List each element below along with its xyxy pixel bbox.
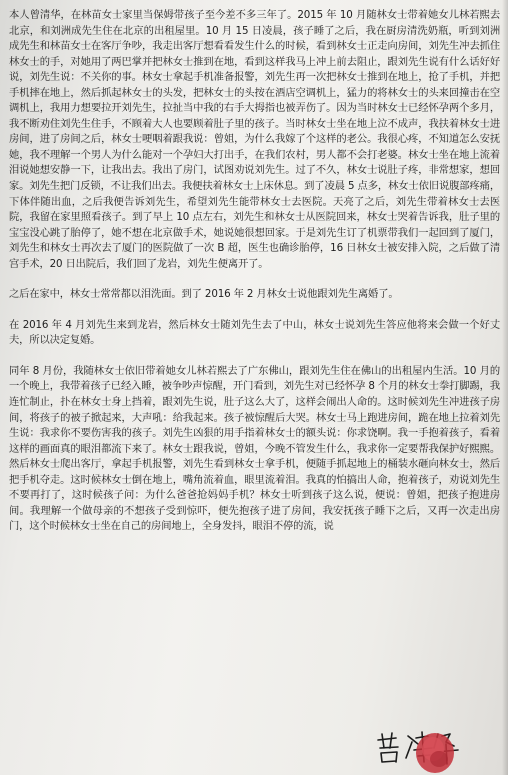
red-stamp <box>412 727 458 775</box>
paragraph-1: 本人曾清华，在林苗女士家里当保姆带孩子至今差不多三年了。2015 年 10 月随林女士带着她女儿林若熙去北京，和刘洲成先生住在北京的出租屋里。10 月 15 日凌晨，孩子睡了之后，我在厨房清洗奶瓶，听到刘洲成先生和林苗女士在客厅争吵，我走出客厅想看看发生什么的时候，看到林女士正走向房间，刘先生冲去抓住林女士的手，对她用了两巴掌并把林女士推到在地，看到这样我马上冲上前去阻止，跟刘先生说有什么话好好说，刘先生说：不关你的事。林女士拿起手机准备报警，刘先生再一次把林女士推到在地上，抢了手机，并把手机摔在地上，然后抓起林女士的头发，把林女士的头按在酒店空调机上，猛力的将林女士的头来回撞击在空调机上，我用力想要拉开刘先生，拉扯当中我的右手大拇指也被弄伤了。因为当时林女士已经怀孕两个多月，我不断劝住刘先生住手，不顾着大人也要顾着肚子里的孩子。当时林女士坐在地上泣不成声，我扶着林女士进房间，进了房间之后，林女士哽咽着跟我说：曾姐，为什么我嫁了个这样的老公。我很心疼，不知道怎么安抚她，我不理解一个男人为什么能对一个孕妇大打出手，在我们农村，男人都不会打老婆。林女士坐在地上流着泪说她想安静一下，让我出去。我出了房门，试图劝说刘先生。过了不久，林女士说肚子疼，非常想家，想回家。刘先生把门反锁，不让我们出去。我便扶着林女士上床休息。到了凌晨 5 点多，林女士依旧说腹部疼痛，下体伴随出血，之后我便告诉刘先生，希望刘先生能带林女士去医院。天亮了之后，刘先生带着林女士去医院，我留在家里照看孩子。到了早上 10 点左右，刘先生和林女士从医院回来，林女士哭着告诉我，肚子里的宝宝没心跳了胎停了，她不想在北京做手术，她说她很想回家。于是刘先生订了机票带我们一起回到了厦门，刘先生和林女士再次去了厦门的医院做了一次 B 超，医生也确诊胎停，16 日林女士被安排入院，之后做了清宫手术，20 日出院后，我们回了龙岩，刘先生便离开了。 <box>9 9 500 270</box>
paragraph-4: 同年 8 月份，我随林女士依旧带着她女儿林若熙去了广东佛山，跟刘先生住在佛山的出租屋内生活。10 月的一个晚上，我带着孩子已经入睡，被争吵声惊醒，开门看到，刘先生对已经怀孕 8 个月的林女士拳打脚踢，我连忙制止，扑在林女士身上挡着，跟刘先生说，肚子这么大了，这样会闹出人命的。这时候刘先生冲进孩子房间，将孩子的被子掀起来，大声吼：给我起来。孩子被惊醒后大哭。林女士马上跑进房间，跪在地上拉着刘先生说：我求你不要伤害我的孩子。刘先生凶狠的用手指着林女士的额头说：你求饶啊。我一手抱着孩子，看着这样的画面真的眼泪都流下来了。林女士跟我说，曾姐，今晚不管发生什么，我求你一定要帮我保护好熙熙。然后林女士爬出客厅，拿起手机报警，刘先生看到林女士拿手机，便随手抓起地上的桶装水砸向林女士，然后把手机夺走。这时候林女士倒在地上，嘴角流着血，眼里流着泪。我真的怕搞出人命，抱着孩子，劝说刘先生不要再打了，这时候孩子问：为什么爸爸抢妈妈手机？林女士听到孩子这么说，便说：曾姐，把孩子抱进房间。我理解一个做母亲的不想孩子受到惊吓，便先抱孩子进了房间，我安抚孩子睡下之后，又再一次走出房门，这个时候林女士坐在自己的房间地上，全身发抖，眼泪不停的流，说 <box>9 364 500 533</box>
paragraph-3: 在 2016 年 4 月刘先生来到龙岩，然后林女士随刘先生去了中山，林女士说刘先生答应他将来会做一个好丈夫，所以决定复婚。 <box>9 318 500 347</box>
page-edge-shadow <box>502 0 508 775</box>
document-body <box>9 8 500 535</box>
paragraph-2: 之后在家中，林女士常常都以泪洗面。到了 2016 年 2 月林女士说他跟刘先生离婚了。 <box>9 288 399 301</box>
